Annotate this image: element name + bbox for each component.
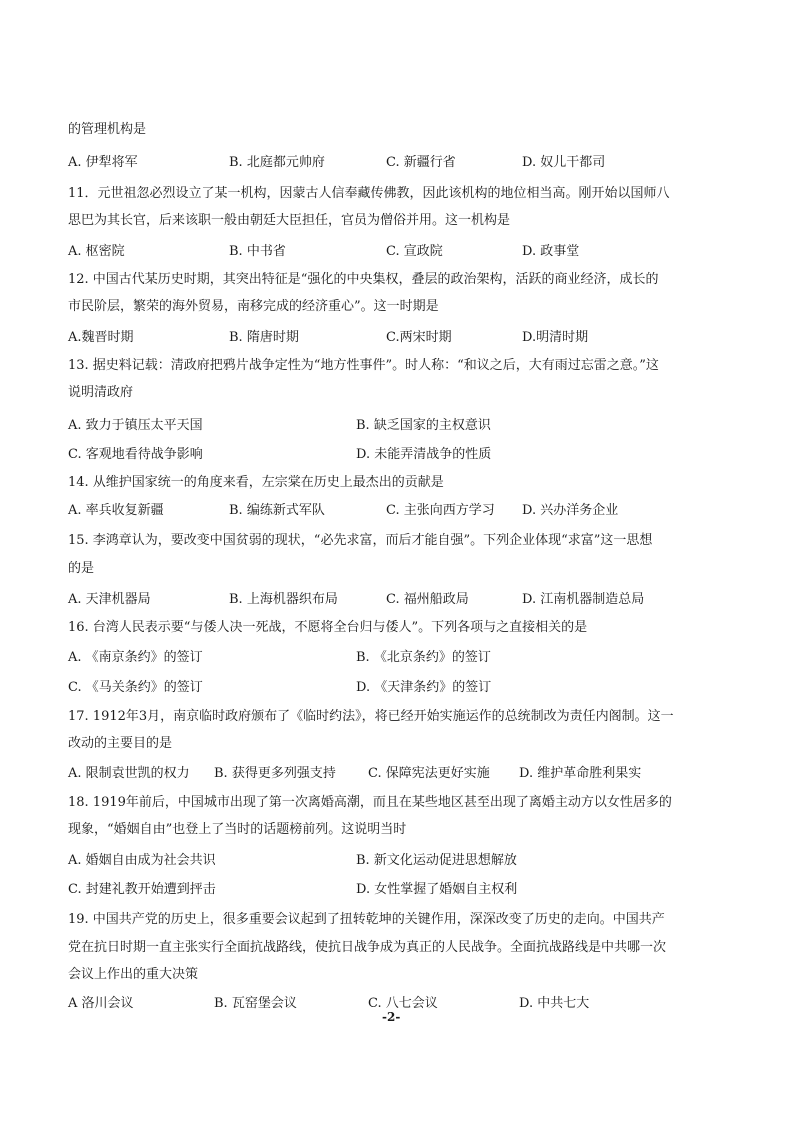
q16-option-d: D. 《天津条约》的签订	[356, 680, 492, 695]
q15-stem-line1: 15. 李鸿章认为，要改变中国贫弱的现状，“必先求富，而后才能自强”。下列企业体现“求富”这一思想	[68, 533, 653, 548]
q12-option-d: D.明清时期	[522, 330, 589, 345]
q11-option-d: D. 政事堂	[522, 244, 580, 259]
q14-option-a: A. 率兵收复新疆	[68, 503, 164, 518]
q11-option-a: A. 枢密院	[68, 244, 125, 259]
q19-stem-line2: 党在抗日时期一直主张实行全面抗战路线，使抗日战争成为真正的人民战争。全面抗战路线是中共哪一次	[68, 940, 667, 955]
q19-stem-line1: 19. 中国共产党的历史上，很多重要会议起到了扭转乾坤的关键作用，深深改变了历史的走向。中国共产	[68, 912, 665, 927]
q16-option-b: B. 《北京条约》的签订	[356, 650, 491, 665]
q10-option-c: C. 新疆行省	[386, 155, 456, 170]
q17-stem-line2: 改动的主要目的是	[68, 736, 173, 751]
q12-stem-line1: 12. 中国古代某历史时期，其突出特征是“强化的中央集权，叠层的政治架构，活跃的商业经济，成长的	[68, 272, 659, 287]
q17-option-b: B. 获得更多列强支持	[214, 766, 336, 781]
q15-stem-line2: 的是	[68, 561, 95, 576]
q11-option-b: B. 中书省	[229, 244, 286, 259]
q15-option-d: D. 江南机器制造总局	[522, 592, 645, 607]
q13-option-a: A. 致力于镇压太平天国	[68, 418, 203, 433]
q16-stem: 16. 台湾人民表示要“与倭人决一死战，不愿将全台归与倭人”。下列各项与之直接相关的是	[68, 620, 588, 635]
q18-option-d: D. 女性掌握了婚姻自主权利	[356, 882, 518, 897]
q11-stem-line2: 思巴为其长官，后来该职一般由朝廷大臣担任，官员为僧俗并用。这一机构是	[68, 213, 511, 228]
q15-option-b: B. 上海机器织布局	[229, 592, 338, 607]
q18-stem-line2: 现象，“婚姻自由”也登上了当时的话题榜前列。这说明当时	[68, 822, 407, 837]
q13-stem-line2: 说明清政府	[68, 385, 134, 400]
q13-option-d: D. 未能弄清战争的性质	[356, 447, 492, 462]
q13-option-b: B. 缺乏国家的主权意识	[356, 418, 491, 433]
q16-option-c: C. 《马关条约》的签订	[68, 680, 203, 695]
page-number: -2-	[382, 1010, 401, 1024]
q16-option-a: A. 《南京条约》的签订	[68, 650, 203, 665]
q13-option-c: C. 客观地看待战争影响	[68, 447, 203, 462]
q19-stem-line3: 会议上作出的重大决策	[68, 967, 199, 982]
q17-stem-line1: 17. 1912年3月，南京临时政府颁布了《临时约法》，将已经开始实施运作的总统制改为责任内阁制。这一	[68, 709, 674, 724]
q18-option-c: C. 封建礼教开始遭到抨击	[68, 882, 216, 897]
q19-option-d: D. 中共七大	[519, 996, 590, 1011]
q14-option-c: C. 主张向西方学习	[386, 503, 495, 518]
q19-option-b: B. 瓦窑堡会议	[214, 996, 297, 1011]
q10-option-b: B. 北庭都元帅府	[229, 155, 325, 170]
q17-option-c: C. 保障宪法更好实施	[368, 766, 490, 781]
q12-option-b: B. 隋唐时期	[229, 330, 299, 345]
q14-option-d: D. 兴办洋务企业	[522, 503, 619, 518]
q11-stem-line1: 11．元世祖忽必烈设立了某一机构，因蒙古人信奉藏传佛教，因此该机构的地位相当高。刚开始以国师八	[68, 186, 670, 201]
q15-option-a: A. 天津机器局	[68, 592, 151, 607]
q17-option-a: A. 限制袁世凯的权力	[68, 766, 190, 781]
q18-option-b: B. 新文化运动促进思想解放	[356, 853, 517, 868]
q18-stem-line1: 18. 1919年前后，中国城市出现了第一次离婚高潮，而且在某些地区甚至出现了离婚主动方以女性居多的	[68, 795, 672, 810]
q10-stem: 的管理机构是	[68, 122, 147, 137]
q13-stem-line1: 13. 据史料记载：清政府把鸦片战争定性为“地方性事件”。时人称：“和议之后，大有雨过忘雷之意。”这	[68, 358, 659, 373]
q10-option-a: A. 伊犁将军	[68, 155, 138, 170]
q18-option-a: A. 婚姻自由成为社会共识	[68, 853, 216, 868]
q17-option-d: D. 维护革命胜利果实	[519, 766, 642, 781]
q12-stem-line2: 市民阶层，繁荣的海外贸易，南移完成的经济重心”。这一时期是	[68, 299, 439, 314]
q12-option-c: C.两宋时期	[386, 330, 452, 345]
q12-option-a: A.魏晋时期	[68, 330, 134, 345]
q19-option-c: C. 八七会议	[368, 996, 438, 1011]
q15-option-c: C. 福州船政局	[386, 592, 469, 607]
q19-option-a: A 洛川会议	[68, 996, 134, 1011]
q10-option-d: D. 奴儿干都司	[522, 155, 606, 170]
q14-stem: 14. 从维护国家统一的角度来看，左宗棠在历史上最杰出的贡献是	[68, 475, 444, 490]
q14-option-b: B. 编练新式军队	[229, 503, 325, 518]
q11-option-c: C. 宣政院	[386, 244, 443, 259]
